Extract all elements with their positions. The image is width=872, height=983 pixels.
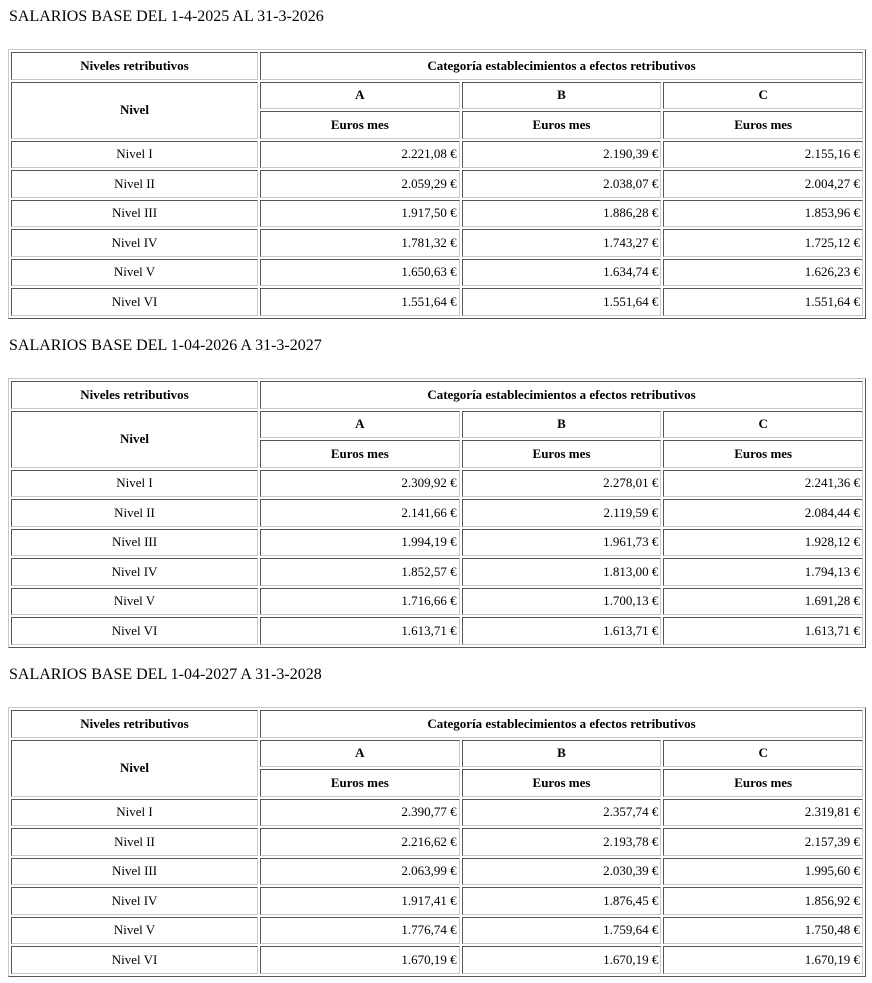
salary-c-cell: 1.613,71 € xyxy=(663,617,863,645)
salary-b-cell: 2.119,59 € xyxy=(462,499,662,527)
salary-a-cell: 2.141,66 € xyxy=(260,499,460,527)
nivel-header: Nivel xyxy=(11,411,258,468)
header-row xyxy=(11,52,863,80)
levels-header: Niveles retributivos xyxy=(11,381,258,409)
salary-a-cell: 1.716,66 € xyxy=(260,588,460,616)
level-cell: Nivel II xyxy=(11,170,258,198)
unit-header: Euros mes xyxy=(663,769,863,797)
salary-b-cell: 1.670,19 € xyxy=(462,946,662,974)
level-cell: Nivel III xyxy=(11,200,258,228)
level-cell: Nivel V xyxy=(11,588,258,616)
table-row xyxy=(11,828,863,856)
salary-a-cell: 2.059,29 € xyxy=(260,170,460,198)
level-cell: Nivel IV xyxy=(11,558,258,586)
salary-b-cell: 2.357,74 € xyxy=(462,799,662,827)
categories-header: Categoría establecimientos a efectos retributivos xyxy=(260,52,863,80)
level-cell: Nivel II xyxy=(11,828,258,856)
section-title: SALARIOS BASE DEL 1-04-2026 A 31-3-2027 xyxy=(9,337,322,354)
nivel-header: Nivel xyxy=(11,82,258,139)
header-row xyxy=(11,710,863,738)
unit-header: Euros mes xyxy=(260,440,460,468)
salary-a-cell: 2.221,08 € xyxy=(260,141,460,169)
salary-c-cell: 2.155,16 € xyxy=(663,141,863,169)
salary-c-cell: 2.157,39 € xyxy=(663,828,863,856)
salary-a-cell: 2.063,99 € xyxy=(260,858,460,886)
unit-header: Euros mes xyxy=(663,440,863,468)
category-row xyxy=(11,82,863,110)
category-c-header: C xyxy=(663,82,863,110)
unit-header: Euros mes xyxy=(462,769,662,797)
category-a-header: A xyxy=(260,740,460,768)
salary-a-cell: 1.917,50 € xyxy=(260,200,460,228)
salary-table xyxy=(8,707,866,977)
level-cell: Nivel VI xyxy=(11,617,258,645)
level-cell: Nivel V xyxy=(11,259,258,287)
category-a-header: A xyxy=(260,82,460,110)
level-cell: Nivel IV xyxy=(11,229,258,257)
level-cell: Nivel VI xyxy=(11,288,258,316)
table-row xyxy=(11,259,863,287)
salary-c-cell: 1.856,92 € xyxy=(663,887,863,915)
table-row xyxy=(11,946,863,974)
table-row xyxy=(11,588,863,616)
unit-header: Euros mes xyxy=(462,440,662,468)
table-row xyxy=(11,288,863,316)
salary-c-cell: 1.750,48 € xyxy=(663,917,863,945)
salary-a-cell: 2.390,77 € xyxy=(260,799,460,827)
levels-header: Niveles retributivos xyxy=(11,710,258,738)
salary-a-cell: 2.216,62 € xyxy=(260,828,460,856)
category-row xyxy=(11,411,863,439)
category-c-header: C xyxy=(663,740,863,768)
level-cell: Nivel IV xyxy=(11,887,258,915)
level-cell: Nivel I xyxy=(11,141,258,169)
level-cell: Nivel I xyxy=(11,799,258,827)
salary-a-cell: 1.994,19 € xyxy=(260,529,460,557)
salary-b-cell: 1.634,74 € xyxy=(462,259,662,287)
categories-header: Categoría establecimientos a efectos retributivos xyxy=(260,381,863,409)
header-row xyxy=(11,381,863,409)
salary-b-cell: 1.613,71 € xyxy=(462,617,662,645)
salary-c-cell: 1.626,23 € xyxy=(663,259,863,287)
table-row xyxy=(11,917,863,945)
category-a-header: A xyxy=(260,411,460,439)
salary-c-cell: 1.853,96 € xyxy=(663,200,863,228)
salary-b-cell: 1.700,13 € xyxy=(462,588,662,616)
salary-b-cell: 1.886,28 € xyxy=(462,200,662,228)
categories-header: Categoría establecimientos a efectos retributivos xyxy=(260,710,863,738)
category-b-header: B xyxy=(462,411,662,439)
salary-c-cell: 1.928,12 € xyxy=(663,529,863,557)
table-row xyxy=(11,141,863,169)
salary-c-cell: 1.691,28 € xyxy=(663,588,863,616)
level-cell: Nivel II xyxy=(11,499,258,527)
salary-b-cell: 1.813,00 € xyxy=(462,558,662,586)
level-cell: Nivel III xyxy=(11,529,258,557)
level-cell: Nivel V xyxy=(11,917,258,945)
table-row xyxy=(11,887,863,915)
salary-a-cell: 1.670,19 € xyxy=(260,946,460,974)
level-cell: Nivel III xyxy=(11,858,258,886)
category-b-header: B xyxy=(462,740,662,768)
unit-header: Euros mes xyxy=(663,111,863,139)
salary-a-cell: 1.852,57 € xyxy=(260,558,460,586)
section-title: SALARIOS BASE DEL 1-4-2025 AL 31-3-2026 xyxy=(9,8,324,25)
salary-c-cell: 1.551,64 € xyxy=(663,288,863,316)
salary-c-cell: 2.084,44 € xyxy=(663,499,863,527)
salary-c-cell: 2.319,81 € xyxy=(663,799,863,827)
salary-c-cell: 2.241,36 € xyxy=(663,470,863,498)
salary-a-cell: 1.776,74 € xyxy=(260,917,460,945)
salary-b-cell: 2.278,01 € xyxy=(462,470,662,498)
table-row xyxy=(11,558,863,586)
salary-a-cell: 1.781,32 € xyxy=(260,229,460,257)
salary-b-cell: 1.876,45 € xyxy=(462,887,662,915)
section-title: SALARIOS BASE DEL 1-04-2027 A 31-3-2028 xyxy=(9,666,322,683)
salary-a-cell: 1.613,71 € xyxy=(260,617,460,645)
salary-b-cell: 2.030,39 € xyxy=(462,858,662,886)
table-row xyxy=(11,229,863,257)
salary-a-cell: 1.917,41 € xyxy=(260,887,460,915)
table-row xyxy=(11,470,863,498)
category-c-header: C xyxy=(663,411,863,439)
salary-c-cell: 2.004,27 € xyxy=(663,170,863,198)
salary-b-cell: 2.190,39 € xyxy=(462,141,662,169)
table-row xyxy=(11,200,863,228)
salary-b-cell: 1.743,27 € xyxy=(462,229,662,257)
salary-a-cell: 1.551,64 € xyxy=(260,288,460,316)
salary-c-cell: 1.670,19 € xyxy=(663,946,863,974)
category-b-header: B xyxy=(462,82,662,110)
salary-b-cell: 1.961,73 € xyxy=(462,529,662,557)
table-row xyxy=(11,529,863,557)
salary-b-cell: 1.759,64 € xyxy=(462,917,662,945)
table-row xyxy=(11,799,863,827)
level-cell: Nivel VI xyxy=(11,946,258,974)
salary-b-cell: 1.551,64 € xyxy=(462,288,662,316)
table-row xyxy=(11,170,863,198)
salary-a-cell: 2.309,92 € xyxy=(260,470,460,498)
levels-header: Niveles retributivos xyxy=(11,52,258,80)
salary-table xyxy=(8,49,866,319)
salary-table xyxy=(8,378,866,648)
unit-header: Euros mes xyxy=(260,111,460,139)
unit-header: Euros mes xyxy=(260,769,460,797)
unit-header: Euros mes xyxy=(462,111,662,139)
salary-c-cell: 1.995,60 € xyxy=(663,858,863,886)
salary-c-cell: 1.794,13 € xyxy=(663,558,863,586)
salary-c-cell: 1.725,12 € xyxy=(663,229,863,257)
salary-a-cell: 1.650,63 € xyxy=(260,259,460,287)
category-row xyxy=(11,740,863,768)
table-row xyxy=(11,617,863,645)
salary-b-cell: 2.193,78 € xyxy=(462,828,662,856)
table-row xyxy=(11,499,863,527)
table-row xyxy=(11,858,863,886)
level-cell: Nivel I xyxy=(11,470,258,498)
nivel-header: Nivel xyxy=(11,740,258,797)
salary-b-cell: 2.038,07 € xyxy=(462,170,662,198)
